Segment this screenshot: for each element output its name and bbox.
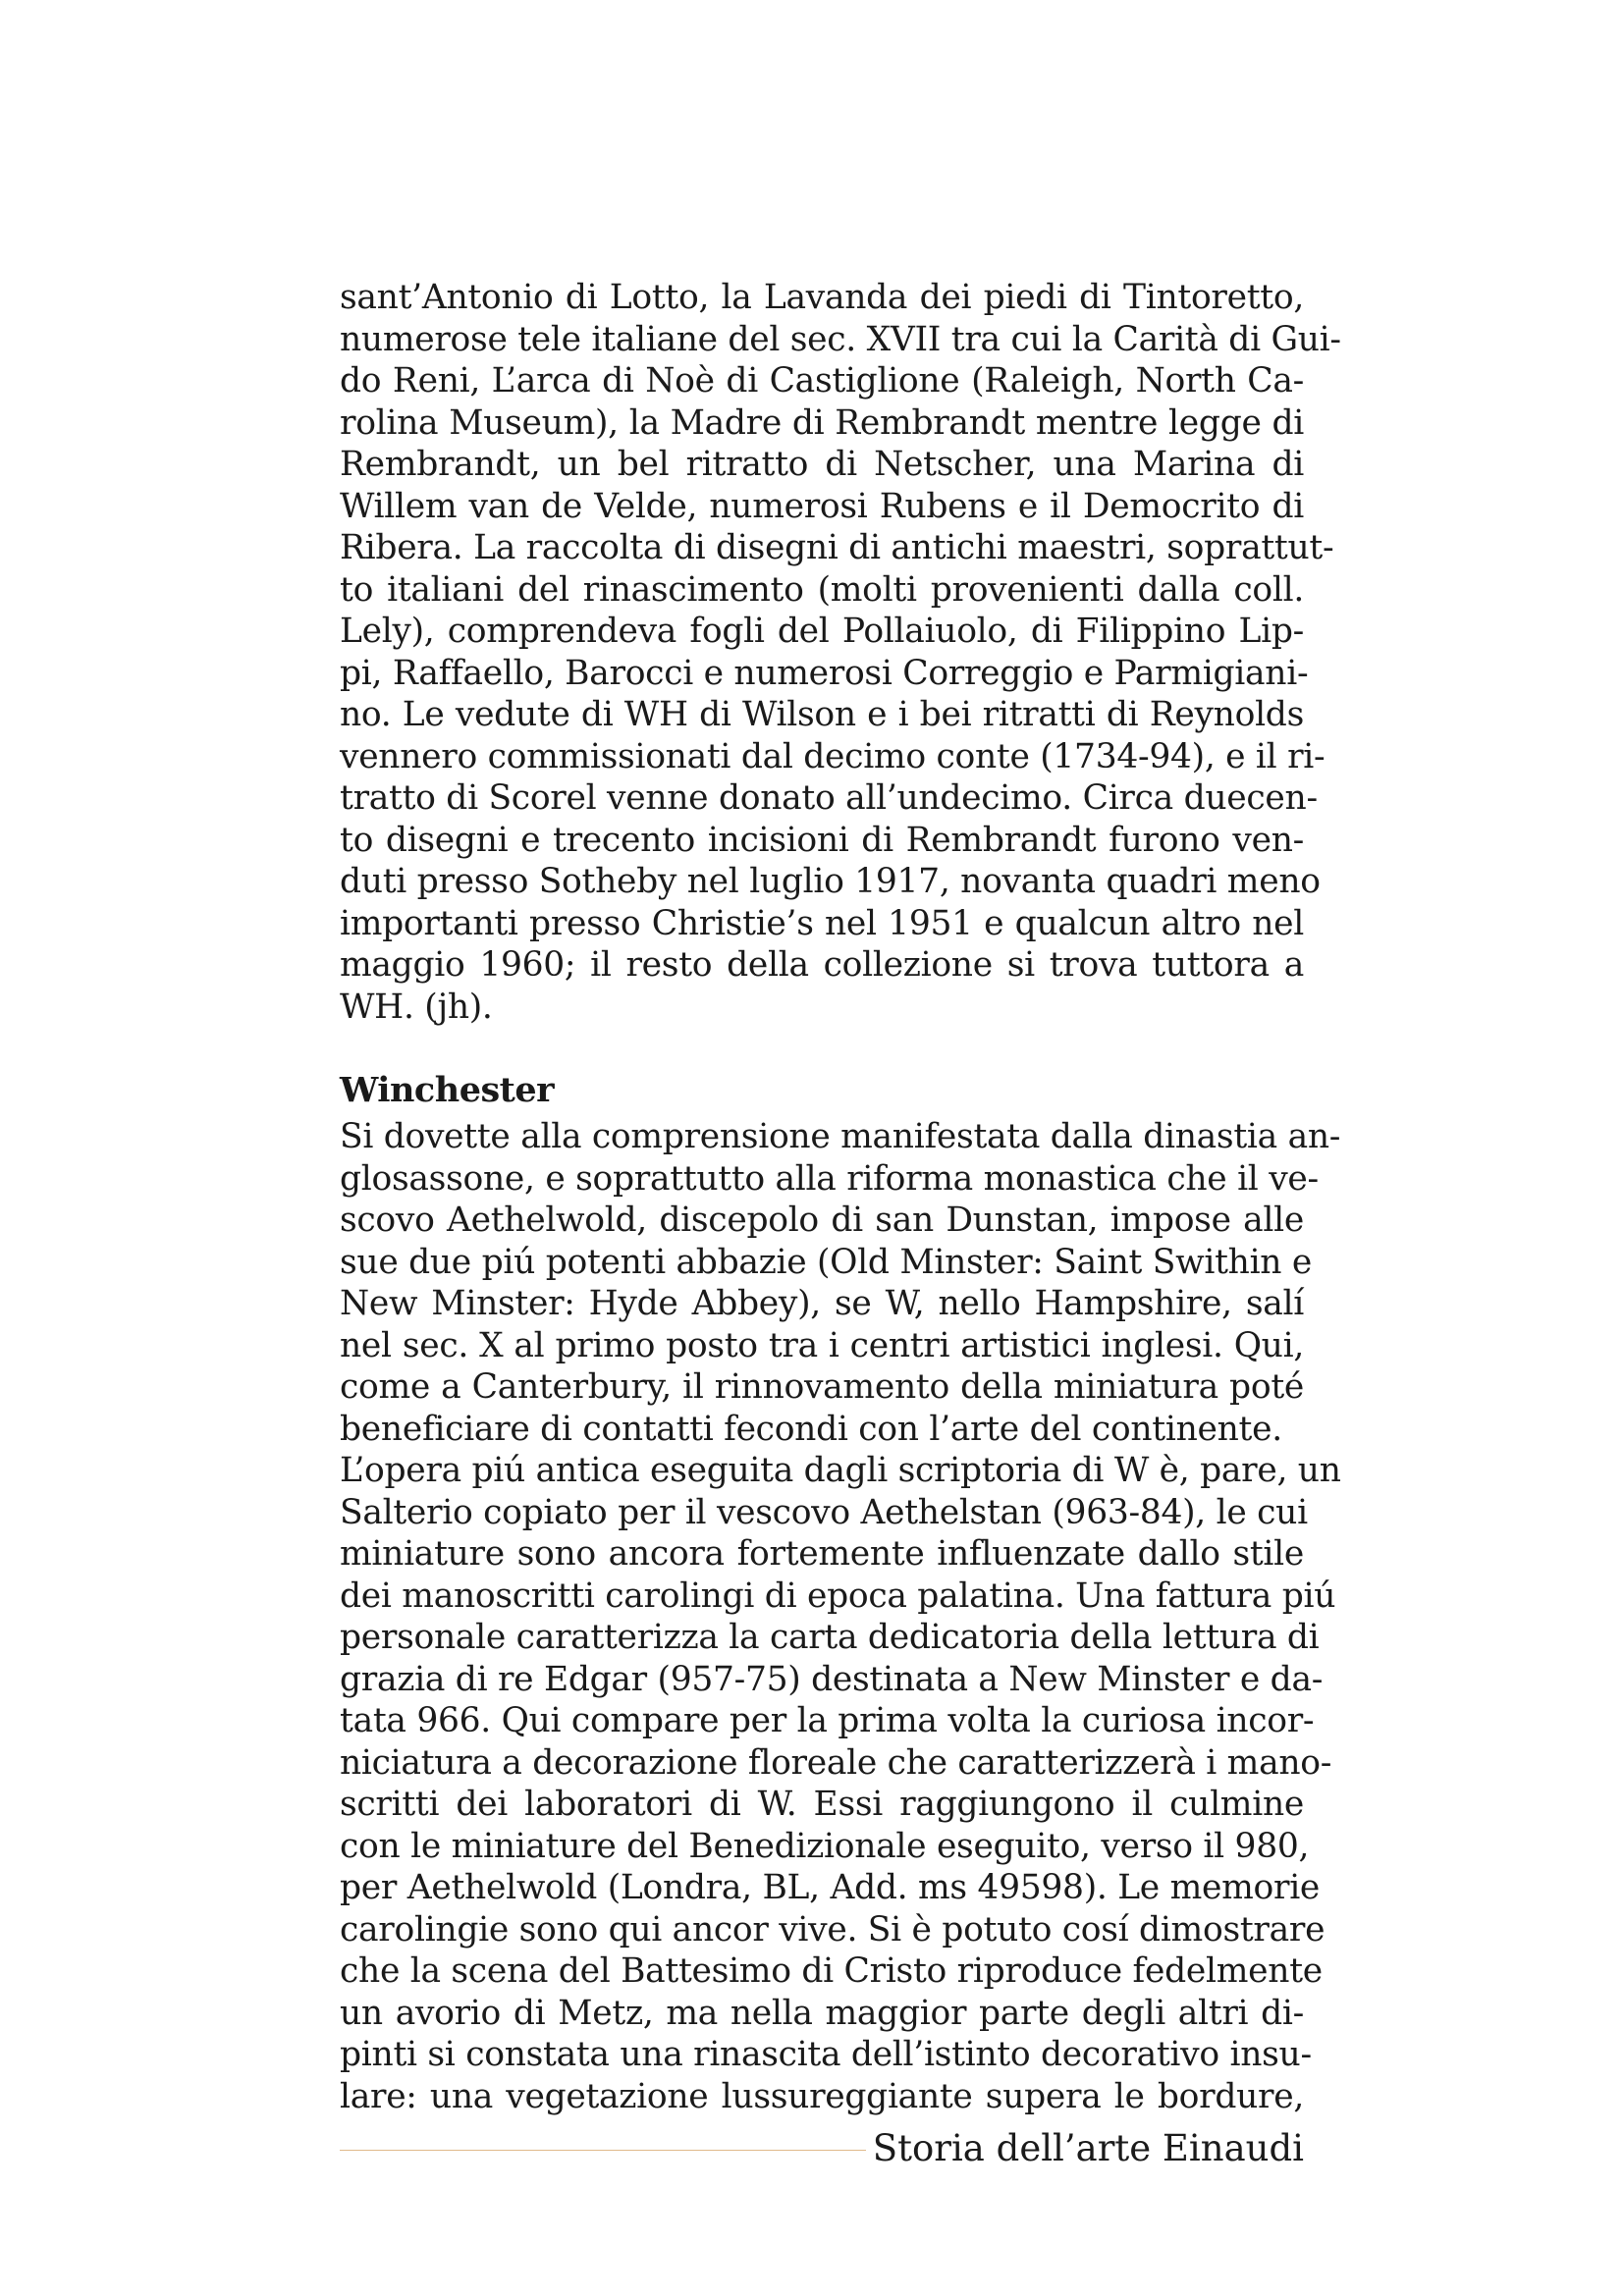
text-line: Salterio copiato per il vescovo Aethelstan (963-84), le cui [340, 1492, 1308, 1532]
text-line: rolina Museum), la Madre di Rembrandt mentre legge di [340, 402, 1304, 443]
text-line: maggio 1960; il resto della collezione si trova tuttora a [340, 945, 1304, 985]
text-line: nel sec. X al primo posto tra i centri artistici inglesi. Qui, [340, 1325, 1304, 1365]
text-line: L’opera piú antica eseguita dagli scriptoria di W è, pare, un [340, 1451, 1341, 1490]
text-line: per Aethelwold (Londra, BL, Add. ms 49598). Le memorie [340, 1868, 1321, 1907]
text-line: importanti presso Christie’s nel 1951 e qualcun altro nel [340, 903, 1304, 943]
text-line: Ribera. La raccolta di disegni di antichi maestri, soprattut- [340, 528, 1334, 567]
text-line: sue due piú potenti abbazie (Old Minster: Saint Swithin e [340, 1242, 1313, 1282]
text-line: glosassone, e soprattutto alla riforma monastica che il ve- [340, 1158, 1319, 1199]
text-line: miniature sono ancora fortemente influenzate dallo stile [340, 1534, 1304, 1574]
text-line: un avorio di Metz, ma nella maggior parte degli altri di- [340, 1993, 1304, 2033]
text-line: scritti dei laboratori di W. Essi raggiungono il culmine [340, 1785, 1304, 1824]
text-line: to disegni e trecento incisioni di Rembrandt furono ven- [340, 820, 1304, 860]
text-line: tata 966. Qui compare per la prima volta la curiosa incor- [340, 1701, 1315, 1740]
text-line: duti presso Sotheby nel luglio 1917, novanta quadri meno [340, 862, 1321, 901]
text-line: sant’Antonio di Lotto, la Lavanda dei piedi di Tintoretto, [340, 278, 1304, 317]
text-line: dei manoscritti carolingi di epoca palatina. Una fattura piú [340, 1575, 1336, 1616]
text-line: che la scena del Battesimo di Cristo riproduce fedelmente [340, 1951, 1323, 1991]
text-line: vennero commissionati dal decimo conte (1734-94), e il ri- [340, 736, 1325, 776]
text-line: beneficiare di contatti fecondi con l’arte del continente. [340, 1409, 1282, 1449]
text-line: con le miniature del Benedizionale eseguito, verso il 980, [340, 1826, 1310, 1866]
text-line: niciatura a decorazione floreale che caratterizzerà i mano- [340, 1742, 1332, 1783]
page-body [340, 277, 1341, 2117]
text-line: grazia di re Edgar (957-75) destinata a New Minster e da- [340, 1659, 1324, 1699]
text-line: WH. (jh). [340, 987, 493, 1027]
section-winchester [340, 1069, 1341, 2117]
text-line: carolingie sono qui ancor vive. Si è potuto cosí dimostrare [340, 1909, 1325, 1949]
text-line: come a Canterbury, il rinnovamento della miniatura poté [340, 1367, 1304, 1407]
text-line: numerose tele italiane del sec. XVII tra cui la Carità di Gui- [340, 319, 1341, 359]
text-line: lare: una vegetazione lussureggiante supera le bordure, [340, 2076, 1304, 2116]
text-line: scovo Aethelwold, discepolo di san Dunstan, impose alle [340, 1201, 1304, 1240]
text-line: pi, Raffaello, Barocci e numerosi Correggio e Parmigiani- [340, 653, 1309, 693]
text-line: do Reni, L’arca di Noè di Castiglione (Raleigh, North Ca- [340, 361, 1304, 400]
footer-divider [340, 2150, 866, 2151]
text-line: Rembrandt, un bel ritratto di Netscher, una Marina di [340, 445, 1304, 484]
entry-heading: Winchester [340, 1070, 555, 1110]
text-line: Si dovette alla comprensione manifestata dalla dinastia an- [340, 1117, 1341, 1156]
text-line: tratto di Scorel venne donato all’undecimo. Circa duecen- [340, 778, 1318, 818]
text-line: New Minster: Hyde Abbey), se W, nello Hampshire, salí [340, 1284, 1304, 1323]
section-previous-entry [340, 277, 1341, 1028]
text-line: Lely), comprendeva fogli del Pollaiuolo, di Filippino Lip- [340, 612, 1304, 651]
footer-publication-title: Storia dell’arte Einaudi [872, 2127, 1304, 2169]
text-line: no. Le vedute di WH di Wilson e i bei ritratti di Reynolds [340, 695, 1304, 734]
text-line: pinti si constata una rinascita dell’istinto decorativo insu- [340, 2035, 1312, 2074]
text-line: Willem van de Velde, numerosi Rubens e il Democrito di [340, 486, 1304, 526]
text-line: to italiani del rinascimento (molti provenienti dalla coll. [340, 569, 1304, 610]
text-line: personale caratterizza la carta dedicatoria della lettura di [340, 1618, 1320, 1657]
